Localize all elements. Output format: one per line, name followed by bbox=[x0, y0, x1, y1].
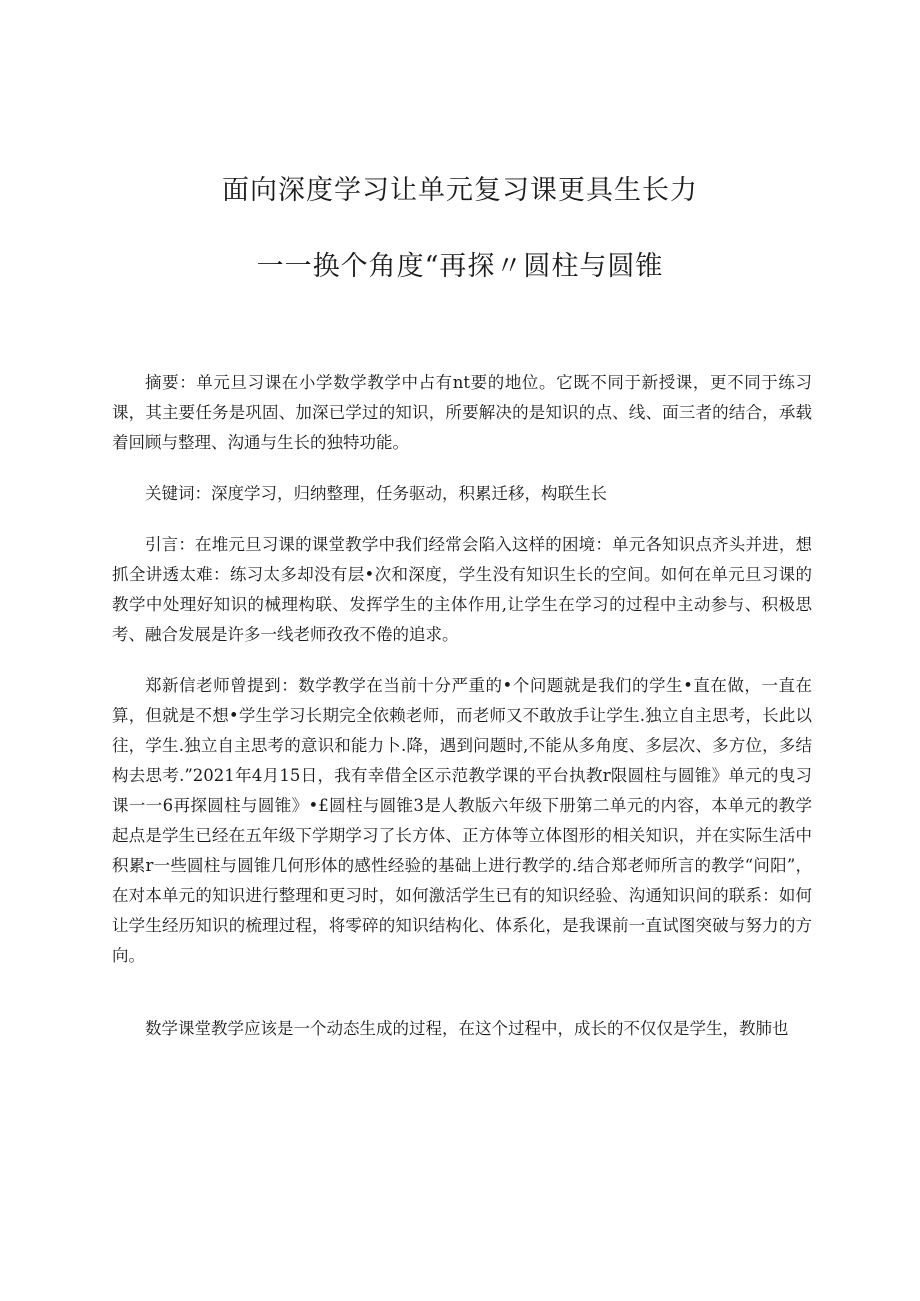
keywords-paragraph: 关键词：深度学习，归纳整理，任务驱动，积累迁移，构联生长 bbox=[145, 484, 607, 503]
abstract-paragraph: 摘要：单元旦习课在小学数学教学中占有nt要的地位。它既不同于新授课，更不同于练习课，其主要任务是巩固、加深已学过的知识，所要解决的是知识的点、线、面三者的结合，承载着回顾与整理、沟通与生长的独特功能。 bbox=[112, 373, 812, 452]
document-title: 面向深度学习让单元复习课更具生长力 bbox=[222, 175, 698, 206]
body-paragraph: 数学课堂教学应该是一个动态生成的过程，在这个过程中，成长的不仅仅是学生，教肺也 bbox=[145, 1019, 789, 1038]
intro-paragraph: 引言：在堆元旦习课的课堂教学中我们经常会陷入这样的困境：单元各知识点齐头并进，想抓全讲透太难：练习太多却没有层•次和深度，学生没有知识生长的空间。如何在单元旦习课的教学中处理好知识的械理构联、发挥学生的主体作用,让学生在学习的过程中主动参与、积极思考、融合发展是许多一线老师孜孜不倦的追求。 bbox=[112, 535, 812, 644]
document-body bbox=[112, 368, 812, 1044]
document-subtitle: 一一换个角度“再探〃圆柱与圆锥 bbox=[256, 251, 664, 282]
body-paragraph: 郑新信老师曾提到：数学教学在当前十分严重的•个问题就是我们的学生•直在做，一直在算，但就是不想•学生学习长期完全依赖老师，而老师又不敢放手让学生.独立自主思考，长此以往，学生.独立自主思考的意识和能力卜.降，遇到问题时,不能从多角度、多层次、多方位，多结构去思考.”2021年4月15日，我有幸借全区示范教学课的平台执教r限圆柱与圆锥》单元的曳习课一一6再探圆柱与圆锥》•£圆柱与圆锥3是人教版六年级下册第二单元的内容，本单元的教学起点是学生已经在五年级下学期学习了长方体、正方体等立体图形的相关知识，并在实际生活中积累r一些圆柱与圆锥几何形体的感性经验的基础上进行教学的.结合郑老师所言的教学“问阳”，在对本单元的知识进行整理和更习时，如何激活学生已有的知识经验、沟通知识间的联系：如何让学生经历知识的梳理过程，将零碎的知识结构化、体系化，是我课前一直试图突破与努力的方向。 bbox=[112, 676, 812, 965]
